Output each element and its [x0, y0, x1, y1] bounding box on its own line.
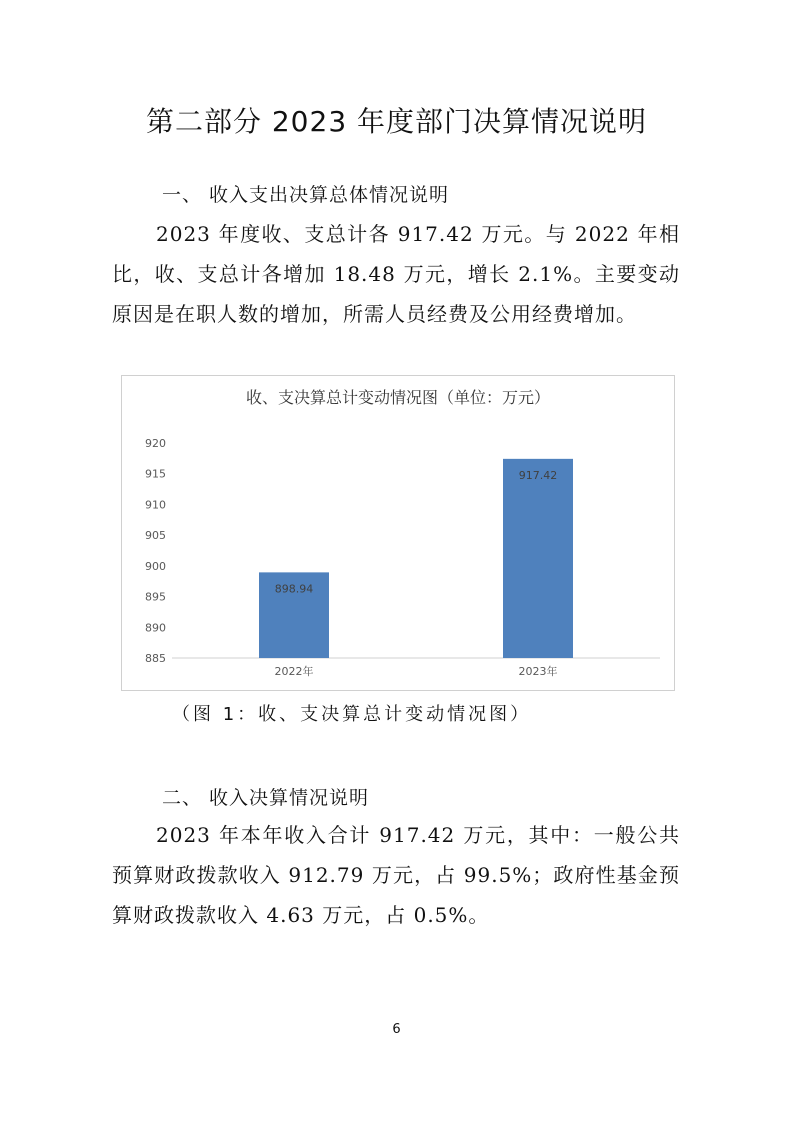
- bar-data-label: 917.42: [518, 468, 558, 482]
- page-number: 6: [392, 1022, 401, 1037]
- section-paragraph-income-expense: 2023 年度收、支总计各 917.42 万元。与 2022 年相比，收、支总计各增加 18.48 万元，增长 2.1%。主要变动原因是在职人数的增加，所需人员经费及公用经费增加。: [112, 222, 680, 326]
- y-tick-label: 910: [145, 498, 166, 512]
- chart-title: 收、支决算总计变动情况图（单位：万元）: [245, 388, 551, 407]
- y-tick-label: 895: [145, 590, 166, 604]
- y-tick-label: 890: [145, 621, 166, 635]
- y-tick-label: 920: [145, 437, 166, 450]
- x-tick-label: 2022年: [274, 665, 314, 678]
- page-title: 第二部分 2023 年度部门决算情况说明: [145, 105, 648, 138]
- y-tick-label: 915: [145, 467, 166, 481]
- x-tick-label: 2023年: [518, 665, 558, 678]
- y-tick-label: 885: [145, 652, 166, 665]
- bar-2023年: [503, 459, 573, 658]
- figure-caption: （图 1：收、支决算总计变动情况图）: [172, 704, 532, 725]
- y-axis: [145, 437, 166, 665]
- section-heading-income: 二、 收入决算情况说明: [162, 787, 370, 809]
- section-paragraph-income: 2023 年本年收入合计 917.42 万元，其中：一般公共预算财政拨款收入 912.79 万元，占 99.5%；政府性基金预算财政拨款收入 4.63 万元，占 0.5%。: [112, 823, 680, 927]
- section-heading-income-expense: 一、 收入支出决算总体情况说明: [162, 184, 450, 206]
- y-tick-label: 905: [145, 529, 166, 543]
- y-tick-label: 900: [145, 559, 166, 573]
- bar-data-label: 898.94: [274, 582, 314, 596]
- x-axis-labels: [275, 664, 558, 678]
- bars-group: [259, 459, 573, 658]
- bar-chart: [122, 376, 674, 690]
- chart-container: [121, 375, 675, 691]
